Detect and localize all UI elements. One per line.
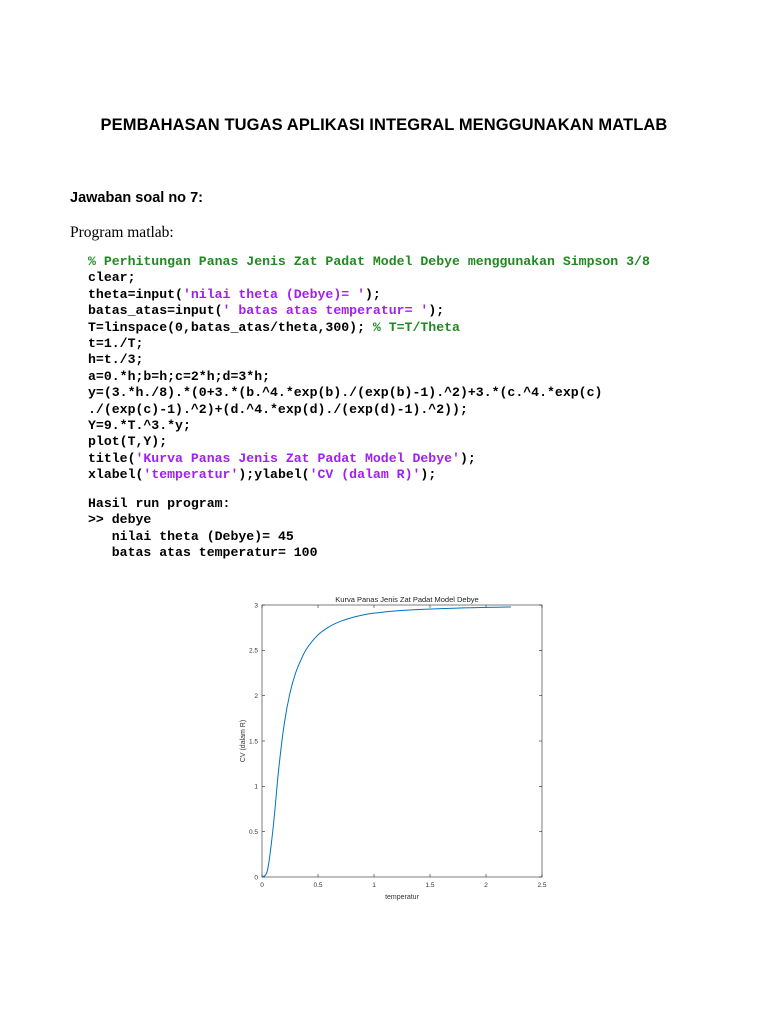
x-tick-label: 1.5: [425, 882, 435, 889]
answer-heading: Jawaban soal no 7:: [70, 190, 203, 206]
x-tick-label: 0.5: [313, 882, 323, 889]
code-string: 'temperatur': [143, 467, 239, 483]
y-tick-label: 2.5: [248, 647, 258, 655]
intro-text: Program matlab:: [70, 224, 174, 241]
chart-title: Kurva Panas Jenis Zat Padat Model Debye: [335, 595, 479, 604]
x-tick-label: 2: [484, 882, 488, 889]
code-line: Y=9.*T.^3.*y;: [88, 418, 191, 434]
code-line: batas_atas=input(: [88, 303, 223, 319]
y-tick-label: 3: [254, 602, 258, 610]
run-output-line: batas atas temperatur= 100: [111, 545, 318, 561]
x-tick-label: 1: [372, 882, 376, 889]
x-tick-label: 0: [260, 882, 264, 889]
chart-ylabel: CV (dalam R): [240, 719, 247, 763]
code-comment: % Perhitungan Panas Jenis Zat Padat Model Debye menggunakan Simpson 3/8: [88, 254, 650, 269]
code-string: 'nilai theta (Debye)= ': [182, 286, 365, 302]
y-tick-label: 1: [254, 783, 258, 791]
code-line: clear;: [88, 270, 136, 286]
run-heading: Hasil run program:: [88, 496, 231, 511]
code-string: 'Kurva Panas Jenis Zat Padat Model Debye': [135, 450, 460, 466]
chart-xlabel: temperatur: [385, 894, 419, 901]
code-line: );: [420, 467, 437, 483]
code-line: );ylabel(: [238, 467, 310, 483]
run-command: >> debye: [88, 512, 152, 528]
code-line: t=1./T;: [88, 336, 144, 352]
run-output-line: nilai theta (Debye)= 45: [111, 528, 294, 544]
y-tick-label: 0: [254, 874, 258, 882]
code-line: );: [459, 450, 476, 466]
chart-svg: [220, 588, 560, 908]
code-line: theta=input(: [88, 286, 183, 302]
code-line: a=0.*h;b=h;c=2*h;d=3*h;: [88, 368, 271, 384]
code-string: ' batas atas temperatur= ': [222, 303, 429, 319]
y-tick-label: 0.5: [248, 828, 258, 836]
code-string: 'CV (dalam R)': [309, 467, 421, 483]
x-tick-label: 2.5: [537, 882, 547, 889]
code-comment: % T=T/Theta: [372, 319, 460, 335]
code-line: plot(T,Y);: [88, 434, 168, 450]
run-output-block: [88, 496, 318, 562]
y-tick-label: 1.5: [248, 738, 258, 746]
document-title: PEMBAHASAN TUGAS APLIKASI INTEGRAL MENGGUNAKAN MATLAB: [100, 116, 668, 134]
code-line: );: [365, 286, 381, 302]
code-line: h=t./3;: [88, 352, 144, 368]
plot-frame: [262, 605, 542, 877]
code-line: xlabel(: [88, 467, 144, 483]
matlab-code-block: [88, 254, 650, 484]
code-line: title(: [88, 450, 136, 466]
debye-chart: [220, 588, 560, 913]
code-line: T=linspace(0,batas_atas/theta,300);: [88, 319, 373, 335]
code-line: y=(3.*h./8).*(0+3.*(b.^4.*exp(b)./(exp(b)-1).^2)+3.*(c.^4.*exp(c): [88, 385, 603, 401]
code-line: );: [428, 303, 445, 319]
code-line: ./(exp(c)-1).^2)+(d.^4.*exp(d)./(exp(d)-1).^2));: [88, 401, 468, 417]
y-tick-label: 2: [254, 692, 258, 700]
